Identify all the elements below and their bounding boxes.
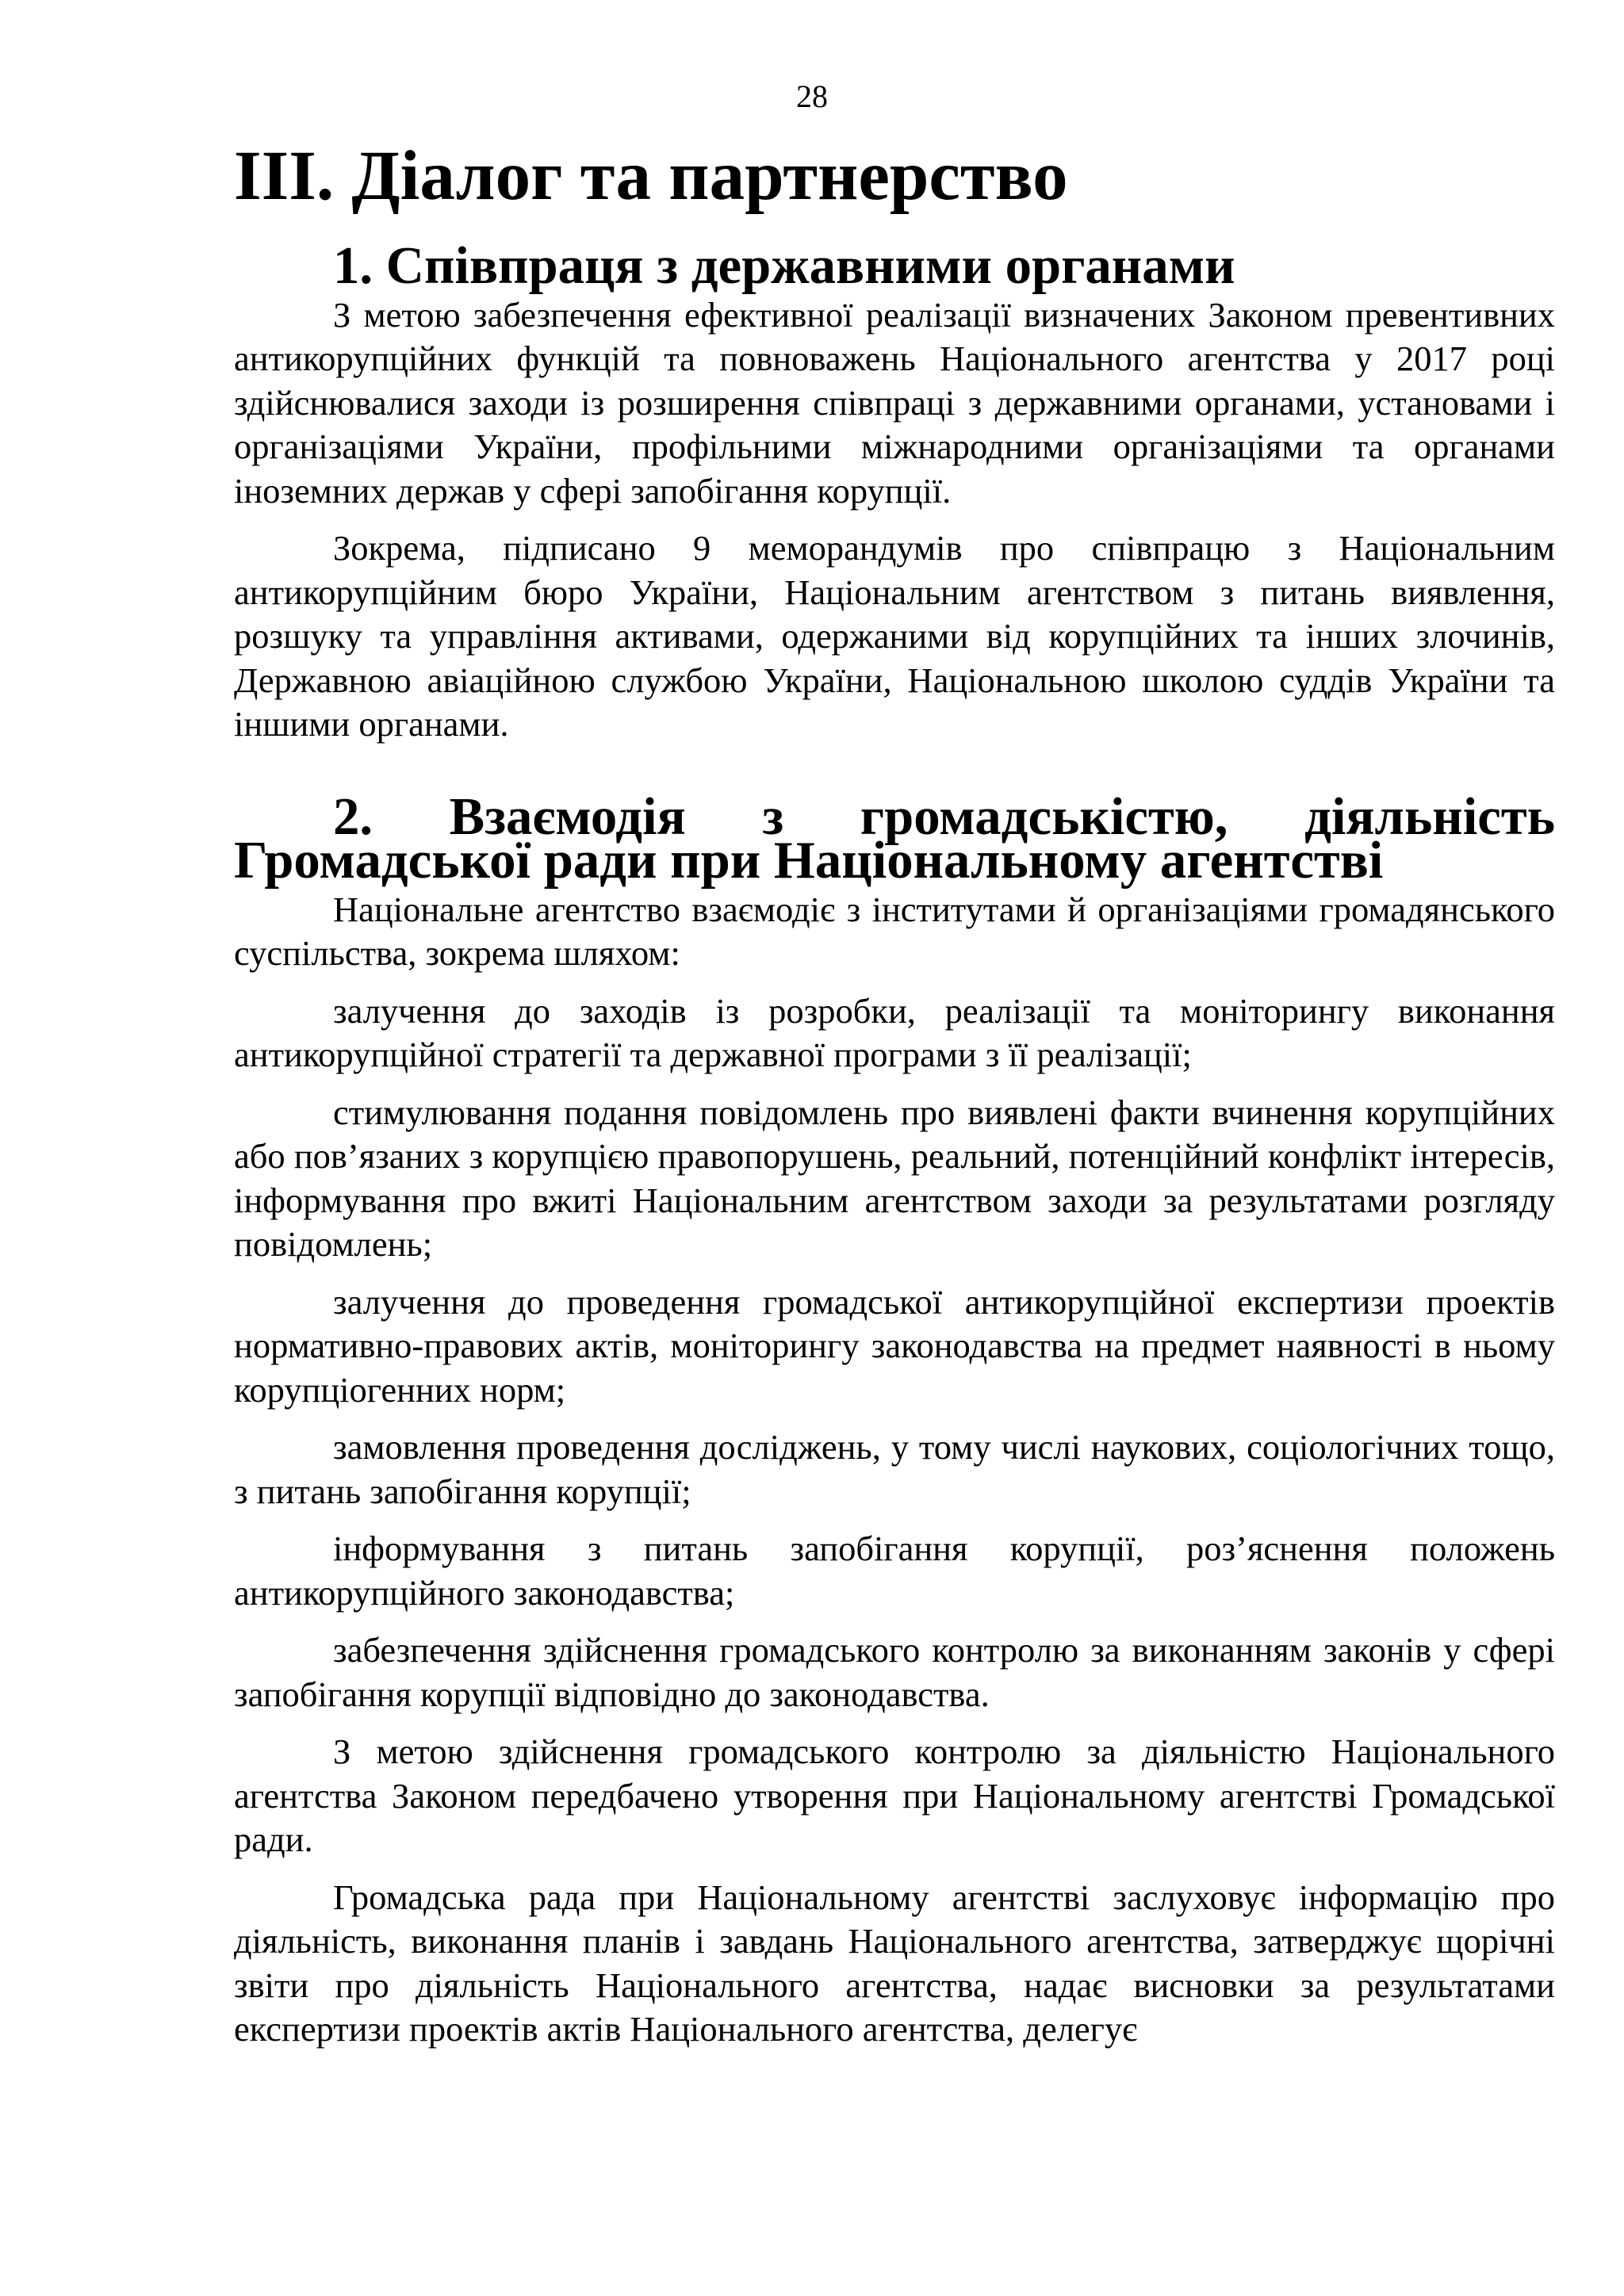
paragraph: З метою здійснення громадського контролю за діяльністю Національного агентства Законом передбачено утворення при Національному агентстві Громадської ради. <box>234 1732 1555 1859</box>
document-body <box>234 137 1555 2052</box>
list-item: забезпечення здійснення громадського контролю за виконанням законів у сфері запобігання корупції відповідно до законодавства. <box>234 1630 1555 1714</box>
list-item: інформування з питань запобігання корупції, роз’яснення положень антикорупційного законодавства; <box>234 1529 1555 1613</box>
list-item: залучення до заходів із розробки, реалізації та моніторингу виконання антикорупційної стратегії та державної програми з її реалізації; <box>234 990 1555 1074</box>
paragraph: Громадська рада при Національному агентстві заслуховує інформацію про діяльність, виконання планів і завдань Національного агентства, затверджує щорічні звіти про діяльність Національного агентства, надає висновки за результатами експертизи проектів актів Національного агентства, делегує <box>234 1877 1555 2049</box>
list-item: залучення до проведення громадської антикорупційної експертизи проектів нормативно-правових актів, моніторингу законодавства на предмет наявності в ньому корупціогенних норм; <box>234 1281 1555 1410</box>
subsection-title-cooperation: 1. Співпраця з державними органами <box>333 237 1235 295</box>
section-title: ІІІ. Діалог та партнерство <box>234 137 1068 215</box>
subsection-title-civil-society: 2. Взаємодія з громадськістю, діяльність Громадської ради при Національному агентстві <box>234 787 1555 890</box>
paragraph: Національне агентство взаємодіє з інститутами й організаціями громадянського суспільства, зокрема шляхом: <box>234 889 1555 973</box>
list-item: стимулювання подання повідомлень про виявлені факти вчинення корупційних або пов’язаних з корупцією правопорушень, реальний, потенційний конфлікт інтересів, інформування про вжиті Національним агентством заходи за результатами розгляду повідомлень; <box>234 1092 1555 1264</box>
list-item: замовлення проведення досліджень, у тому числі наукових, соціологічних тощо, з питань запобігання корупції; <box>234 1427 1555 1511</box>
paragraph: Зокрема, підписано 9 меморандумів про співпрацю з Національним антикорупційним бюро України, Національним агентством з питань виявлення, розшуку та управління активами, одержаними від корупційних та інших злочинів, Державною авіаційною службою України, Національною школою суддів України та іншими органами. <box>234 528 1555 744</box>
page-number: 28 <box>796 78 828 114</box>
paragraph: З метою забезпечення ефективної реалізації визначених Законом превентивних антикорупційних функцій та повноважень Національного агентства у 2017 році здійснювалися заходи із розширення співпраці з державними органами, установами і організаціями України, профільними міжнародними організаціями та органами іноземних держав у сфері запобігання корупції. <box>234 294 1555 511</box>
